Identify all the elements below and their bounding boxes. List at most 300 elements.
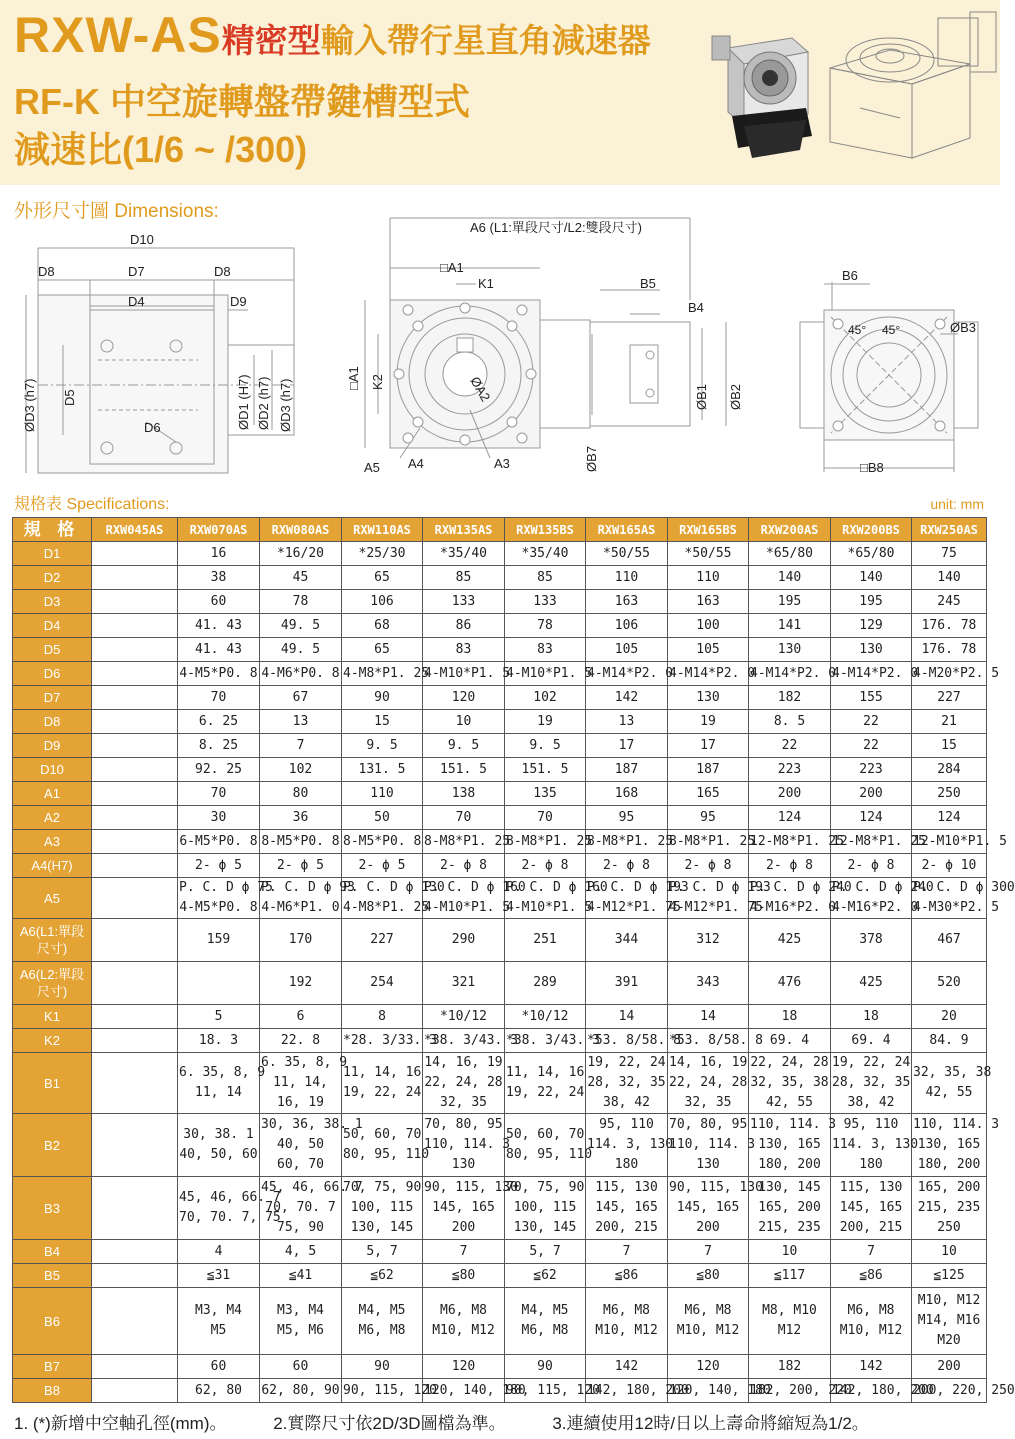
spec-cell: 168 <box>586 782 668 806</box>
spec-row <box>13 782 987 806</box>
row-label: B5 <box>13 1264 92 1288</box>
spec-cell: 124 <box>749 806 831 830</box>
spec-cell: 223 <box>831 758 912 782</box>
table-header-row <box>13 518 987 542</box>
spec-cell: 19, 22, 24 28, 32, 35 38, 42 <box>586 1053 668 1114</box>
row-label: D10 <box>13 758 92 782</box>
spec-cell <box>92 614 178 638</box>
label-d3-left: ØD3 (h7) <box>22 378 37 432</box>
spec-cell: M8, M10 M12 <box>749 1288 831 1355</box>
spec-cell: 344 <box>586 919 668 962</box>
spec-cell: 22. 8 <box>260 1029 342 1053</box>
spec-cell: 70, 75, 90 100, 115 130, 145 <box>505 1177 586 1240</box>
spec-cell: 165, 200 215, 235 250 <box>912 1177 987 1240</box>
spec-cell: *10/12 <box>505 1005 586 1029</box>
spec-cell: 4-M14*P2. 0 <box>831 662 912 686</box>
spec-cell: 12-M8*P1. 25 <box>749 830 831 854</box>
spec-cell: 182, 200, 220 <box>749 1379 831 1403</box>
spec-cell: ≦117 <box>749 1264 831 1288</box>
spec-row <box>13 1177 987 1240</box>
product-photo <box>708 8 816 158</box>
spec-cell: ≦62 <box>505 1264 586 1288</box>
model-header: RXW165BS <box>668 518 749 542</box>
spec-cell: 343 <box>668 962 749 1005</box>
spec-cell: 142, 180, 200 <box>831 1379 912 1403</box>
ratio-title: 減速比(1/6 ~ /300) <box>14 129 308 170</box>
spec-cell: ≦86 <box>831 1264 912 1288</box>
subtitle-red: 精密型 <box>221 22 321 59</box>
spec-cell: 321 <box>423 962 505 1005</box>
spec-cell: 12-M10*P1. 5 <box>912 830 987 854</box>
spec-cell: 90, 115, 120 <box>342 1379 423 1403</box>
spec-cell: 467 <box>912 919 987 962</box>
label-k2: K2 <box>370 374 385 390</box>
spec-cell: 8-M8*P1. 25 <box>668 830 749 854</box>
spec-cell <box>92 830 178 854</box>
dimensions-heading: 外形尺寸圖 Dimensions: <box>14 201 219 222</box>
spec-cell: 70 <box>178 782 260 806</box>
spec-cell: 60 <box>260 1355 342 1379</box>
label-a5: A5 <box>364 460 380 475</box>
label-d6: D6 <box>144 420 161 435</box>
label-angle-1: 45° <box>848 323 867 337</box>
spec-row <box>13 806 987 830</box>
spec-cell: 2- ϕ 8 <box>423 854 505 878</box>
spec-cell: *65/80 <box>831 542 912 566</box>
spec-cell: ≦41 <box>260 1264 342 1288</box>
spec-row <box>13 638 987 662</box>
spec-cell: 92. 25 <box>178 758 260 782</box>
spec-cell: 90, 115, 130 145, 165 200 <box>668 1177 749 1240</box>
spec-cell: 130 <box>749 638 831 662</box>
spec-cell: 84. 9 <box>912 1029 987 1053</box>
spec-cell: 4-M10*P1. 5 <box>505 662 586 686</box>
spec-cell: 4-M10*P1. 5 <box>423 662 505 686</box>
spec-cell: 95, 110 114. 3, 130 180 <box>586 1114 668 1177</box>
spec-cell: 13 <box>586 710 668 734</box>
spec-cell: 182 <box>749 686 831 710</box>
spec-cell: 8. 5 <box>749 710 831 734</box>
spec-cell: 9. 5 <box>342 734 423 758</box>
spec-cell: P. C. D ϕ 93 4-M6*P1. 0 <box>260 878 342 919</box>
label-d8-right: D8 <box>214 264 231 279</box>
spec-cell: 50, 60, 70 80, 95, 110 <box>342 1114 423 1177</box>
spec-cell: 49. 5 <box>260 614 342 638</box>
model-header: RXW165AS <box>586 518 668 542</box>
spec-cell: 100 <box>668 614 749 638</box>
row-label: B8 <box>13 1379 92 1403</box>
label-d2: ØD2 (h7) <box>256 376 271 430</box>
spec-cell: 120, 140, 180 <box>423 1379 505 1403</box>
spec-row <box>13 962 987 1005</box>
spec-cell: 15 <box>342 710 423 734</box>
spec-cell: M4, M5 M6, M8 <box>342 1288 423 1355</box>
spec-cell: P. C. D ϕ 240 4-M16*P2. 0 <box>831 878 912 919</box>
spec-cell: 18 <box>749 1005 831 1029</box>
spec-cell: 11, 14, 16 19, 22, 24 <box>342 1053 423 1114</box>
spec-cell: *10/12 <box>423 1005 505 1029</box>
spec-cell: 105 <box>586 638 668 662</box>
model-header: RXW070AS <box>178 518 260 542</box>
spec-cell: 62, 80 <box>178 1379 260 1403</box>
spec-cell: 69. 4 <box>831 1029 912 1053</box>
spec-cell: 12-M8*P1. 25 <box>831 830 912 854</box>
spec-cell: 67 <box>260 686 342 710</box>
spec-cell: 30 <box>178 806 260 830</box>
label-d3-right: ØD3 (h7) <box>278 378 293 432</box>
spec-cell: 7 <box>260 734 342 758</box>
spec-cell: 6. 35, 8, 9 11, 14 <box>178 1053 260 1114</box>
spec-cell: 425 <box>749 919 831 962</box>
spec-cell <box>92 590 178 614</box>
label-a1-side: □A1 <box>346 366 361 390</box>
spec-cell: 14, 16, 19 22, 24, 28 32, 35 <box>668 1053 749 1114</box>
spec-cell: 45, 46, 66. 7 70, 70. 7 75, 90 <box>260 1177 342 1240</box>
row-label: A2 <box>13 806 92 830</box>
spec-cell: P. C. D ϕ 193 4-M12*P1. 75 <box>586 878 668 919</box>
spec-cell: 6. 35, 8, 9 11, 14, 16, 19 <box>260 1053 342 1114</box>
spec-cell: 38 <box>178 566 260 590</box>
spec-cell: M6, M8 M10, M12 <box>668 1288 749 1355</box>
spec-cell: 6-M5*P0. 8 <box>178 830 260 854</box>
spec-cell <box>92 878 178 919</box>
spec-cell <box>92 1264 178 1288</box>
spec-cell: 2- ϕ 10 <box>912 854 987 878</box>
spec-cell: *65/80 <box>749 542 831 566</box>
spec-cell: 8-M5*P0. 8 <box>342 830 423 854</box>
model-header: RXW250AS <box>912 518 987 542</box>
spec-cell: 22 <box>749 734 831 758</box>
spec-cell: 49. 5 <box>260 638 342 662</box>
spec-cell: P. C. D ϕ 130 4-M8*P1. 25 <box>342 878 423 919</box>
spec-cell: 83 <box>423 638 505 662</box>
spec-row <box>13 710 987 734</box>
spec-cell: 90, 115, 120 <box>505 1379 586 1403</box>
spec-cell: 36 <box>260 806 342 830</box>
spec-cell: ≦31 <box>178 1264 260 1288</box>
spec-row <box>13 854 987 878</box>
spec-cell: ≦62 <box>342 1264 423 1288</box>
spec-row <box>13 1114 987 1177</box>
spec-cell: 4-M20*P2. 5 <box>912 662 987 686</box>
row-label: B4 <box>13 1240 92 1264</box>
spec-cell: 130 <box>668 686 749 710</box>
spec-cell <box>92 1240 178 1264</box>
spec-cell: P. C. D ϕ 300 4-M30*P2. 5 <box>912 878 987 919</box>
row-label: D8 <box>13 710 92 734</box>
spec-cell: 13 <box>260 710 342 734</box>
spec-cell <box>92 710 178 734</box>
spec-cell: 10 <box>912 1240 987 1264</box>
spec-cell: 245 <box>912 590 987 614</box>
spec-cell: M6, M8 M10, M12 <box>831 1288 912 1355</box>
spec-cell: 21 <box>912 710 987 734</box>
model-header: RXW200BS <box>831 518 912 542</box>
spec-cell <box>92 919 178 962</box>
row-label: D4 <box>13 614 92 638</box>
spec-cell: 78 <box>260 590 342 614</box>
spec-cell: 425 <box>831 962 912 1005</box>
drawing-rear-view <box>790 210 985 490</box>
spec-row <box>13 686 987 710</box>
spec-cell: 90 <box>505 1355 586 1379</box>
spec-cell: *38. 3/43. 3 <box>505 1029 586 1053</box>
spec-cell <box>92 686 178 710</box>
spec-cell: M6, M8 M10, M12 <box>586 1288 668 1355</box>
spec-cell: *16/20 <box>260 542 342 566</box>
row-label: A4(H7) <box>13 854 92 878</box>
spec-cell: 78 <box>505 614 586 638</box>
spec-cell: 227 <box>342 919 423 962</box>
spec-cell: 90 <box>342 1355 423 1379</box>
spec-cell: 16 <box>178 542 260 566</box>
product-line-drawing <box>820 8 998 158</box>
row-label: B3 <box>13 1177 92 1240</box>
spec-cell: 200 <box>749 782 831 806</box>
spec-cell: 4 <box>178 1240 260 1264</box>
spec-cell: 200, 220, 250 <box>912 1379 987 1403</box>
spec-cell <box>178 962 260 1005</box>
spec-cell: 142 <box>831 1355 912 1379</box>
spec-cell: 115, 130 145, 165 200, 215 <box>831 1177 912 1240</box>
title-line-2: RF-K 中空旋轉盤帶鍵槽型式 <box>14 81 470 122</box>
row-label: D7 <box>13 686 92 710</box>
spec-cell: 176. 78 <box>912 638 987 662</box>
spec-cell: 159 <box>178 919 260 962</box>
spec-cell: 110, 114. 3 130, 165 180, 200 <box>749 1114 831 1177</box>
spec-cell: 85 <box>423 566 505 590</box>
spec-cell: 165 <box>668 782 749 806</box>
spec-cell: 80 <box>260 782 342 806</box>
spec-cell: 70, 75, 90 100, 115 130, 145 <box>342 1177 423 1240</box>
spec-cell: 7 <box>831 1240 912 1264</box>
spec-cell: ≦80 <box>668 1264 749 1288</box>
spec-cell: 95 <box>668 806 749 830</box>
label-a3: A3 <box>494 456 510 471</box>
model-header: RXW110AS <box>342 518 423 542</box>
label-b1: ØB1 <box>694 383 709 410</box>
note-3: 3.連續使用12時/日以上壽命將縮短為1/2。 <box>552 1414 869 1433</box>
spec-cell: 378 <box>831 919 912 962</box>
spec-cell: 2- ϕ 8 <box>505 854 586 878</box>
spec-cell: *35/40 <box>505 542 586 566</box>
spec-cell: 95, 110 114. 3, 130 180 <box>831 1114 912 1177</box>
spec-row <box>13 614 987 638</box>
spec-cell: 22, 24, 28 32, 35, 38 42, 55 <box>749 1053 831 1114</box>
spec-cell: 83 <box>505 638 586 662</box>
label-a4: A4 <box>408 456 424 471</box>
spec-cell: P. C. D ϕ 75 4-M5*P0. 8 <box>178 878 260 919</box>
spec-cell: 135 <box>505 782 586 806</box>
spec-cell: 8-M5*P0. 8 <box>260 830 342 854</box>
spec-cell: 11, 14, 16 19, 22, 24 <box>505 1053 586 1114</box>
spec-cell: 8-M8*P1. 25 <box>586 830 668 854</box>
label-d4: D4 <box>128 294 145 309</box>
spec-cell: 2- ϕ 5 <box>260 854 342 878</box>
model-header: RXW135AS <box>423 518 505 542</box>
spec-row <box>13 1288 987 1355</box>
spec-cell: 18 <box>831 1005 912 1029</box>
label-d7: D7 <box>128 264 145 279</box>
label-d5: D5 <box>62 389 77 406</box>
label-a6: A6 (L1:單段尺寸/L2:雙段尺寸) <box>470 220 642 235</box>
spec-cell <box>92 1114 178 1177</box>
spec-row <box>13 1005 987 1029</box>
model-header: RXW045AS <box>92 518 178 542</box>
spec-cell: 120 <box>423 1355 505 1379</box>
spec-cell: 50 <box>342 806 423 830</box>
spec-cell: 7 <box>586 1240 668 1264</box>
row-label: D2 <box>13 566 92 590</box>
spec-row <box>13 1379 987 1403</box>
model-header: RXW135BS <box>505 518 586 542</box>
spec-cell: 45, 46, 66. 7 70, 70. 7, 75 <box>178 1177 260 1240</box>
row-label: B2 <box>13 1114 92 1177</box>
spec-cell: 2- ϕ 5 <box>178 854 260 878</box>
spec-cell: *53. 8/58. 8 <box>586 1029 668 1053</box>
spec-cell: 140 <box>912 566 987 590</box>
spec-cell: 130 <box>831 638 912 662</box>
spec-cell: 70, 80, 95 110, 114. 3 130 <box>668 1114 749 1177</box>
spec-row <box>13 542 987 566</box>
spec-row <box>13 1355 987 1379</box>
spec-cell: 22 <box>831 710 912 734</box>
spec-cell: 5, 7 <box>505 1240 586 1264</box>
spec-cell: 476 <box>749 962 831 1005</box>
row-label: K1 <box>13 1005 92 1029</box>
spec-cell: 138 <box>423 782 505 806</box>
spec-cell: 187 <box>668 758 749 782</box>
note-2: 2.實際尺寸依2D/3D圖檔為準。 <box>273 1414 506 1433</box>
spec-cell: 151. 5 <box>505 758 586 782</box>
spec-cell: 6 <box>260 1005 342 1029</box>
label-d9: D9 <box>230 294 247 309</box>
spec-cell: 69. 4 <box>749 1029 831 1053</box>
spec-cell: 195 <box>749 590 831 614</box>
spec-cell: 110 <box>342 782 423 806</box>
spec-cell: 170 <box>260 919 342 962</box>
note-1: 1. (*)新增中空軸孔徑(mm)。 <box>14 1414 227 1433</box>
spec-cell <box>92 758 178 782</box>
spec-cell: 70 <box>423 806 505 830</box>
label-a2: ØA2 <box>467 374 494 405</box>
spec-cell <box>92 1288 178 1355</box>
label-b2: ØB2 <box>728 383 743 410</box>
spec-cell <box>92 638 178 662</box>
spec-cell: 10 <box>423 710 505 734</box>
spec-cell: ≦86 <box>586 1264 668 1288</box>
spec-cell: 120, 140, 180 <box>668 1379 749 1403</box>
label-b8: □B8 <box>860 460 884 475</box>
spec-row <box>13 734 987 758</box>
spec-cell: 8 <box>342 1005 423 1029</box>
footnotes <box>14 1409 911 1434</box>
spec-cell <box>92 1177 178 1240</box>
model-title: RXW-AS <box>14 7 222 63</box>
model-header: RXW200AS <box>749 518 831 542</box>
label-angle-2: 45° <box>882 323 901 337</box>
row-label: B1 <box>13 1053 92 1114</box>
spec-cell: *35/40 <box>423 542 505 566</box>
spec-cell: 120 <box>668 1355 749 1379</box>
spec-cell: 90 <box>342 686 423 710</box>
spec-cell <box>92 734 178 758</box>
spec-row <box>13 758 987 782</box>
spec-cell: 110 <box>668 566 749 590</box>
spec-cell: 90, 115, 130 145, 165 200 <box>423 1177 505 1240</box>
spec-cell: 68 <box>342 614 423 638</box>
spec-cell: 75 <box>912 542 987 566</box>
label-a1-top: □A1 <box>440 260 464 275</box>
spec-cell: 151. 5 <box>423 758 505 782</box>
spec-cell: *50/55 <box>586 542 668 566</box>
label-d1: ØD1 (H7) <box>236 374 251 430</box>
subtitle-rest: 輸入帶行星直角減速器 <box>320 22 651 59</box>
spec-cell: 391 <box>586 962 668 1005</box>
row-label: A6(L2:單段尺寸) <box>13 962 92 1005</box>
spec-cell: 187 <box>586 758 668 782</box>
spec-cell: M10, M12 M14, M16 M20 <box>912 1288 987 1355</box>
spec-cell: 30, 36, 38. 1 40, 50 60, 70 <box>260 1114 342 1177</box>
label-b5: B5 <box>640 276 656 291</box>
row-label: A6(L1:單段尺寸) <box>13 919 92 962</box>
spec-cell: 142 <box>586 686 668 710</box>
spec-cell: M6, M8 M10, M12 <box>423 1288 505 1355</box>
spec-cell: 124 <box>912 806 987 830</box>
spec-cell: 17 <box>586 734 668 758</box>
spec-cell: 2- ϕ 5 <box>342 854 423 878</box>
spec-cell: 41. 43 <box>178 614 260 638</box>
spec-cell: 4-M14*P2. 0 <box>749 662 831 686</box>
title-line <box>14 6 651 64</box>
row-label: D6 <box>13 662 92 686</box>
label-k1: K1 <box>478 276 494 291</box>
spec-cell: 106 <box>586 614 668 638</box>
row-label: A5 <box>13 878 92 919</box>
spec-cell: 30, 38. 1 40, 50, 60 <box>178 1114 260 1177</box>
spec-cell: ≦125 <box>912 1264 987 1288</box>
spec-cell: 131. 5 <box>342 758 423 782</box>
spec-cell: 7 <box>423 1240 505 1264</box>
spec-cell: 115, 130 145, 165 200, 215 <box>586 1177 668 1240</box>
spec-cell: M3, M4 M5, M6 <box>260 1288 342 1355</box>
spec-cell: 133 <box>505 590 586 614</box>
spec-cell <box>92 1005 178 1029</box>
spec-cell: 284 <box>912 758 987 782</box>
drawing-side-view <box>18 210 308 490</box>
label-d10: D10 <box>130 232 154 247</box>
spec-cell <box>92 542 178 566</box>
spec-cell: 195 <box>831 590 912 614</box>
spec-row <box>13 1240 987 1264</box>
spec-cell: 163 <box>586 590 668 614</box>
spec-cell: 14 <box>668 1005 749 1029</box>
spec-cell: 223 <box>749 758 831 782</box>
spec-cell <box>92 1355 178 1379</box>
spec-cell: P. C. D ϕ 160 4-M10*P1. 5 <box>505 878 586 919</box>
header-spec-label: 規 格 <box>13 518 92 542</box>
spec-cell <box>92 566 178 590</box>
spec-cell: 19, 22, 24 28, 32, 35 38, 42 <box>831 1053 912 1114</box>
spec-table-body <box>13 518 1015 1403</box>
spec-cell: 155 <box>831 686 912 710</box>
spec-cell: 250 <box>912 782 987 806</box>
spec-cell: 2- ϕ 8 <box>831 854 912 878</box>
spec-row <box>13 919 987 962</box>
spec-cell <box>92 854 178 878</box>
spec-cell: 4-M5*P0. 8 <box>178 662 260 686</box>
spec-row <box>13 590 987 614</box>
